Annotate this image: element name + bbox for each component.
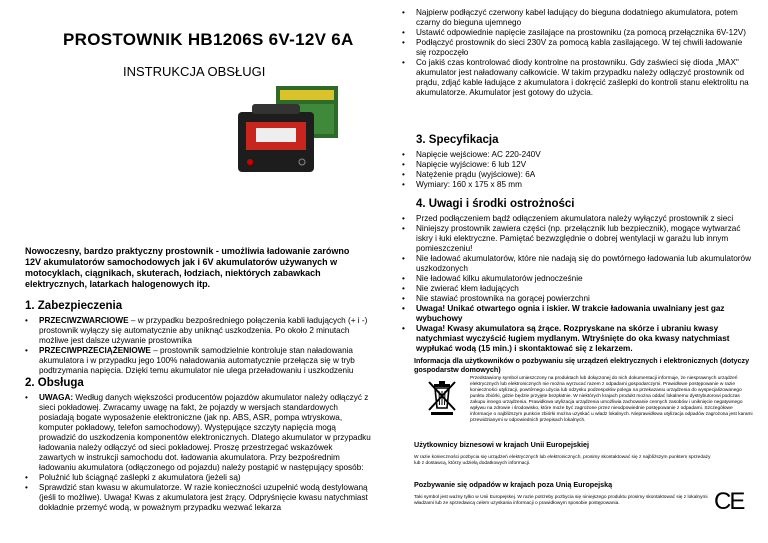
weee-body: Przedstawiony symbol umieszczony na produktach lub dołączonej do nich dokumentacji informuje, że niesprawnych urządzeń elektrycznych lub elektronicznych nie można wyrzucać razem z odpadami gospodarczymi. Prawidłowe postępowanie w razie konieczności utylizacji, powtórnego użycia lub odzysku podzespołów polega na przekazaniu urządzenia do wyspecjalizowanego punktu zbiórki, gdzie będzie przyjęte bezpłatnie. W niektórych krajach produkt można oddać lokalnemu dystrybutorowi podczas zakupu innego urządzenia. Prawidłowa utylizacja urządzenia umożliwia zachowanie cennych zasobów i uniknięcie negatywnego wpływu na zdrowie i środowisko, które może być zagrożone przez nieodpowiednie postępowanie z odpadami. Szczegółowe informacje o najbliższym punkcie zbiórki można uzyskać u władz lokalnych. Nieprawidłowa utylizacja odpadów zagrożona jest karami przewidzianymi w odpowiednich przepisach lokalnych. [470, 376, 753, 423]
list-item: • Napięcie wejściowe: AC 220-240V [402, 150, 754, 160]
section-1-heading: 1. Zabezpieczenia [25, 300, 123, 312]
list-item: • Napięcie wyjściowe: 6 lub 12V [402, 160, 754, 170]
list-item: • Nie stawiać prostownika na gorącej powierzchni [402, 294, 758, 304]
list-item: • Co jakiś czas kontrolować diody kontrolne na prostowniku. Gdy zaświeci się dioda „MAX" akumulator jest naładowany całkowicie. W takim przypadku należy odłączyć prostownik od prądu, zdjąć kable ładujące z akumulatora i dokręcić zaślepki do kontroli stanu elektrolitu na akumulatorze. Akumulator jest gotowy do użycia. [402, 58, 754, 98]
page-subtitle: INSTRUKCJA OBSŁUGI [123, 64, 266, 79]
list-item: • Podłączyć prostownik do sieci 230V za pomocą kabla zasilającego. W tej chwili ładowanie się rozpoczęło [402, 38, 754, 58]
section-4-heading: 4. Uwagi i środki ostrożności [416, 198, 575, 210]
section-2-heading: 2. Obsługa [25, 377, 84, 389]
list-item: • Wymiary: 160 x 175 x 85 mm [402, 180, 754, 190]
list-item: • Natężenie prądu (wyjściowe): 6A [402, 170, 754, 180]
section-3-heading: 3. Specyfikacja [416, 134, 499, 146]
list-item: • Przed podłączeniem bądź odłączeniem akumulatora należy wyłączyć prostownik z sieci [402, 214, 758, 224]
list-item: • Nie ładować akumulatorów, które nie nadają się do powtórnego ładowania lub akumulatorów uszkodzonych [402, 254, 758, 274]
section-4-list [402, 214, 758, 354]
intro-paragraph: Nowoczesny, bardzo praktyczny prostownik - umożliwia ładowanie zarówno 12V akumulatorów samochodowych jak i 6V akumulatorów używanych w motocyklach, ciągnikach, skuterach, łodziach, niektórych zabawkach elektrycznych, latarkach halogenowych itp. [25, 246, 350, 289]
list-item: • Nie zwierać kłem ładujących [402, 284, 758, 294]
section-1-list [25, 316, 371, 376]
list-item: • Ustawić odpowiednie napięcie zasilające na prostowniku (za pomocą przełącznika 6V-12V) [402, 28, 754, 38]
list-item: • Poluźnić lub ściągnąć zaślepki z akumulatora (jeżeli są) [25, 473, 371, 483]
section-3-list [402, 150, 754, 190]
business-body: W razie konieczności pozbycia się urządzeń elektrycznych lub elektronicznych, prosimy skontaktować się z najbliższym punktem sprzedaży lub z dostawcą, którzy udzielą dodatkowych informacji. [414, 455, 711, 466]
list-item: • Nie ładować kilku akumulatorów jednocześnie [402, 274, 758, 284]
list-item: • PRZECIWPRZECIĄŻENIOWE – prostownik samodzielnie kontroluje stan naładowania akumulatora i w przypadku jego 100% naładowania automatycznie przełącza się w tryb podtrzymania napięcia. Dzięki temu akumulator nie ulega przeładowaniu i uszkodzeniu [25, 346, 371, 376]
crossed-bin-icon [426, 378, 458, 416]
weee-heading: Informacja dla użytkowników o pozbywaniu się urządzeń elektrycznych i elektronicznych (dotyczy gospodarstw domowych) [414, 356, 750, 374]
product-image [232, 82, 360, 182]
ce-mark: CE [714, 488, 744, 515]
list-item: • Najpierw podłączyć czerwony kabel ładujący do bieguna dodatniego akumulatora, potem czarny do bieguna ujemnego [402, 8, 754, 28]
list-item: • PRZECIWZWARCIOWE – w przypadku bezpośredniego połączenia kabli ładujących (+ i -) prostownik wyłączy się automatycznie aby uniknąć uszkodzenia. Po około 2 minutach możliwe jest dalsze używanie prostownika [25, 316, 371, 346]
section-2-list [25, 393, 371, 513]
list-item: • UWAGA: Według danych większości producentów pojazdów akumulator należy odłączyć z sieci pokładowej. Zwracamy uwagę na fakt, że pojazdy w wersjach standardowych posiadają bogate wyposażenie elektroniczne (jak np. ABS, ASR, pompa wtryskowa, komputer pokładowy, telefon samochodowy). Występujące szczyty napięcia mogą prowadzić do uszkodzenia komponentów elektronicznych. Dlatego akumulator w przypadku ładowania należy odłączyć od sieci pokładowej. Proszę przestrzegać wskazówek zawartych w instrukcji samochodu dot. ładowania akumulatora. Przy bezpośrednim ładowaniu akumulatora (odłączonego od pojazdu) należy postąpić w następujący sposób: [25, 393, 371, 473]
outside-eu-body: Taki symbol jest ważny tylko w Unii Europejskej. W razie potrzeby pozbycia się niniejszego produktu prosimy skontaktować się z lokalnymi władzami lub ze sprzedawcą celem uzyskania informacji o prawidłowym sposobie postępowania. [414, 495, 708, 506]
business-heading: Użytkownicy biznesowi w krajach Unii Europejskiej [414, 440, 589, 449]
right-column [384, 0, 768, 543]
list-item: • Sprawdzić stan kwasu w akumulatorze. W razie konieczności uzupełnić wodą destylowaną (jeśli to możliwe). Uwaga! Kwas z akumulatora jest żrący. Odpryśnięcie kwasu natychmiast dokładnie przemyć wodą, w poważnym przypadku wezwać lekarza [25, 483, 371, 513]
list-item: • Uwaga! Unikać otwartego ognia i iskier. W trakcie ładowania uwalniany jest gaz wybuchowy [402, 304, 758, 324]
outside-eu-heading: Pozbywanie się odpadów w krajach poza Unią Europejską [414, 480, 613, 489]
page-title: PROSTOWNIK HB1206S 6V-12V 6A [63, 30, 354, 49]
list-item: • Uwaga! Kwasy akumulatora są żrące. Rozpryskane na skórze i ubraniu kwasy natychmiast wyczyścić ługiem mydlanym. Wtryśnięte do oka kwasy natychmiast wypłukać wodą (15 min.) i skontaktować się z lekarzem. [402, 324, 758, 354]
charging-steps-list [402, 8, 754, 98]
list-item: • Niniejszy prostownik zawiera części (np. przełącznik lub bezpiecznik), mogące wytwarzać iskry i łuki elektryczne. Pamiętać bezwzględnie o dobrej wentylacji w garażu lub innym pomieszczeniu! [402, 224, 758, 254]
